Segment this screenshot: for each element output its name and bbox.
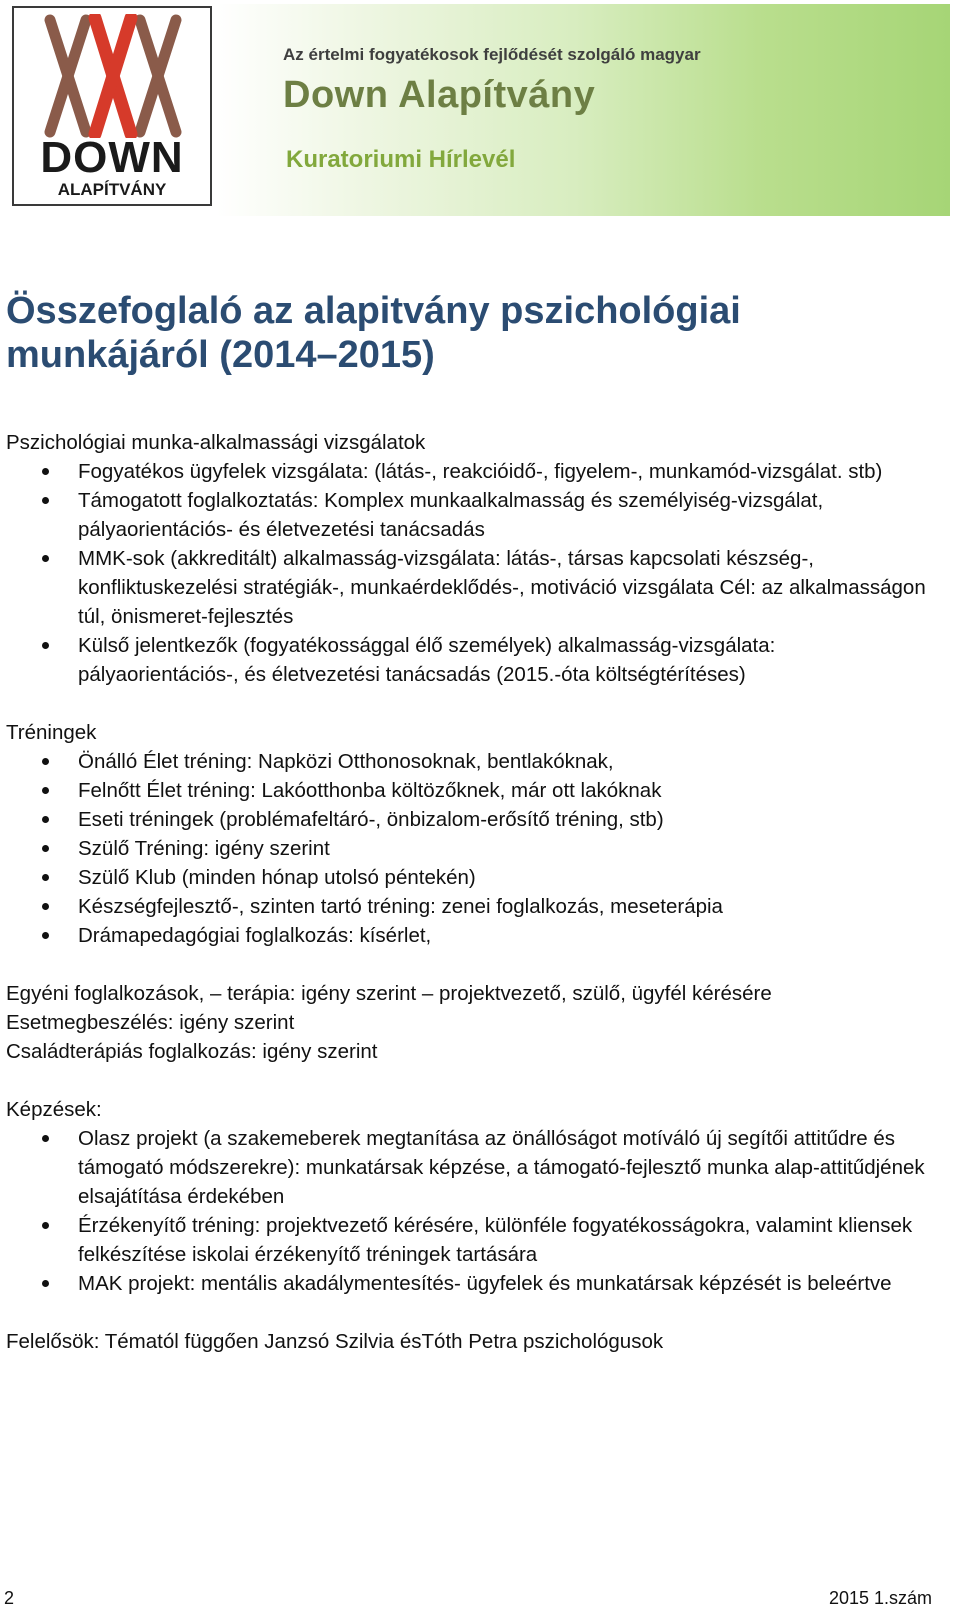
responsible-persons: Felelősök: Tématól függően Janzsó Szilvia ésTóth Petra pszichológusok xyxy=(6,1330,664,1353)
section-heading-kepzesek: Képzések: xyxy=(6,1098,102,1121)
logo-text-alapitvany: ALAPÍTVÁNY xyxy=(57,180,167,199)
page-number: 2 xyxy=(4,1588,15,1608)
list-item: Készségfejlesztő-, szinten tartó tréning: zenei foglalkozás, meseterápia xyxy=(6,892,936,921)
list-item: Eseti tréningek (problémafeltáró-, önbizalom-erősítő tréning, stb) xyxy=(6,805,936,834)
text-line-csaladterapia: Családterápiás foglalkozás: igény szerint xyxy=(6,1040,378,1063)
list-item: Érzékenyítő tréning: projektvezető kérésére, különféle fogyatékosságokra, valamint kliensek felkészítése iskolai érzékenyítő tréningek tartására xyxy=(6,1211,936,1269)
chromosome-icon xyxy=(28,14,198,138)
list-item: Támogatott foglalkoztatás: Komplex munkaalkalmasság és személyiség-vizsgálat, pályaorientációs- és életvezetési tanácsadás xyxy=(6,486,936,544)
list-item: Külső jelentkezők (fogyatékossággal élő személyek) alkalmasság-vizsgálata: pályaorientációs-, és életvezetési tanácsadás (2015.-óta költségtérítéses) xyxy=(6,631,936,689)
kepzesek-list xyxy=(6,1124,936,1298)
text-line-esetmegbeszeles: Esetmegbeszélés: igény szerint xyxy=(6,1011,295,1034)
spacer xyxy=(6,1066,936,1095)
list-item: Önálló Élet tréning: Napközi Otthonosoknak, bentlakóknak, xyxy=(6,747,936,776)
list-item: MMK-sok (akkreditált) alkalmasság-vizsgálata: látás-, társas kapcsolati készség-, konfliktuskezelési stratégiák-, munkaérdeklődés-, motiváció vizsgálata Cél: az alkalmasságon túl, önismeret-fejlesztés xyxy=(6,544,936,631)
article-body xyxy=(6,428,936,1356)
spacer xyxy=(6,689,936,718)
list-item: Szülő Tréning: igény szerint xyxy=(6,834,936,863)
banner-title: Down Alapítvány xyxy=(283,74,596,116)
spacer xyxy=(6,950,936,979)
spacer xyxy=(6,1298,936,1327)
banner-kuratorium: Kuratoriumi Hírlevél xyxy=(286,146,516,173)
banner-subtitle: Az értelmi fogyatékosok fejlődését szolgáló magyar xyxy=(283,45,701,64)
list-item: MAK projekt: mentális akadálymentesítés- ügyfelek és munkatársak képzését is beleértve xyxy=(6,1269,936,1298)
list-item: Olasz projekt (a szakemeberek megtanítása az önállóságot motíváló új segítői attitűdre és támogató módszerekre): munkatársak képzése, a támogató-fejlesztő munka alap-attitűdjének elsajátítása érdekében xyxy=(6,1124,936,1211)
treningek-list xyxy=(6,747,936,950)
list-item: Drámapedagógiai foglalkozás: kísérlet, xyxy=(6,921,936,950)
section-heading-vizsgalatok: Pszichológiai munka-alkalmassági vizsgálatok xyxy=(6,431,426,454)
down-logo xyxy=(12,6,212,206)
section-heading-treningek: Tréningek xyxy=(6,721,97,744)
newsletter-banner xyxy=(10,4,950,216)
list-item: Felnőtt Élet tréning: Lakóotthonba költözőknek, már ott lakóknak xyxy=(6,776,936,805)
text-line-egyeni: Egyéni foglalkozások, – terápia: igény szerint – projektvezető, szülő, ügyfél kérésére xyxy=(6,982,772,1005)
list-item: Fogyatékos ügyfelek vizsgálata: (látás-, reakcióidő-, figyelem-, munkamód-vizsgálat. stb) xyxy=(6,457,936,486)
vizsgalatok-list xyxy=(6,457,936,689)
logo-text-down: DOWN xyxy=(40,133,184,182)
list-item: Szülő Klub (minden hónap utolsó péntekén) xyxy=(6,863,936,892)
issue-label: 2015 1.szám xyxy=(828,1588,932,1608)
article-title: Összefoglaló az alapitvány pszichológiai munkájáról (2014–2015) xyxy=(6,290,741,376)
